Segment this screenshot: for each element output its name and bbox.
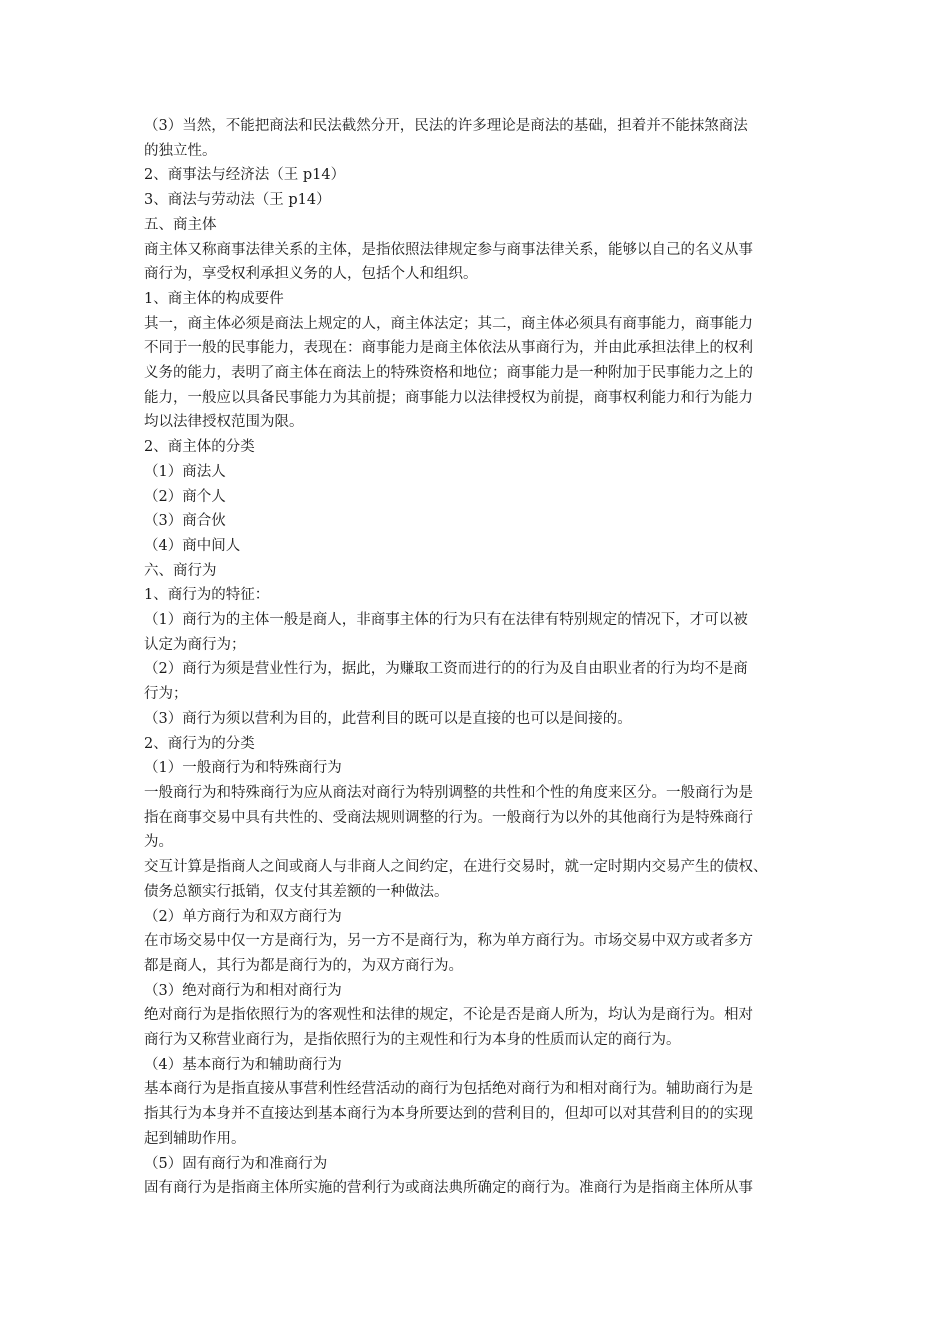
document-page	[144, 114, 808, 1201]
section-heading: 五、商主体	[144, 216, 217, 233]
text-line: （3）当然，不能把商法和民法截然分开，民法的许多理论是商法的基础，担着并不能抹煞商法	[144, 118, 748, 134]
subheading: 2、商行为的分类	[144, 735, 255, 752]
text-line: 的独立性。	[144, 142, 217, 159]
list-item: （3）商合伙	[144, 513, 226, 530]
text-line: 指其行为本身并不直接达到基本商行为本身所要达到的营利目的，但却可以对其营利目的的实现	[144, 1106, 753, 1123]
section-heading: 六、商行为	[144, 562, 217, 579]
subheading: 2、商事法与经济法（王 p14）	[144, 167, 346, 184]
text-line: 能力，一般应以具备民事能力为其前提；商事能力以法律授权为前提，商事权利能力和行为能力	[144, 389, 753, 406]
text-line: 固有商行为是指商主体所实施的营利行为或商法典所确定的商行为。准商行为是指商主体所从事	[144, 1180, 753, 1197]
subheading: 1、商主体的构成要件	[144, 290, 284, 307]
text-line: 一般商行为和特殊商行为应从商法对商行为特别调整的共性和个性的角度来区分。一般商行为是	[144, 784, 753, 801]
text-line: 义务的能力，表明了商主体在商法上的特殊资格和地位；商事能力是一种附加于民事能力之上的	[144, 365, 753, 382]
text-line: 为。	[144, 834, 173, 851]
text-line: 商主体又称商事法律关系的主体，是指依照法律规定参与商事法律关系，能够以自己的名义从事	[144, 241, 753, 258]
text-line: 行为；	[144, 686, 188, 703]
text-line: 基本商行为是指直接从事营利性经营活动的商行为包括绝对商行为和相对商行为。辅助商行为是	[144, 1081, 753, 1098]
text-line: 交互计算是指商人之间或商人与非商人之间约定，在进行交易时，就一定时期内交易产生的债权、	[144, 859, 768, 876]
text-line: 债务总额实行抵销，仅支付其差额的一种做法。	[144, 883, 449, 900]
list-item: （1）一般商行为和特殊商行为	[144, 760, 342, 777]
list-item: （3）绝对商行为和相对商行为	[144, 982, 342, 999]
text-line: （2）商行为须是营业性行为，据此，为赚取工资而进行的的行为及自由职业者的行为均不是商	[144, 661, 748, 678]
text-line: 不同于一般的民事能力，表现在：商事能力是商主体依法从事商行为，并由此承担法律上的权利	[144, 340, 753, 357]
text-line: 在市场交易中仅一方是商行为，另一方不是商行为，称为单方商行为。市场交易中双方或者多方	[144, 933, 753, 950]
text-line: 均以法律授权范围为限。	[144, 414, 304, 431]
list-item: （2）单方商行为和双方商行为	[144, 908, 342, 925]
text-line: 商行为，享受权利承担义务的人，包括个人和组织。	[144, 266, 478, 283]
list-item: （2）商个人	[144, 488, 226, 505]
list-item: （4）基本商行为和辅助商行为	[144, 1056, 342, 1073]
list-item: （4）商中间人	[144, 537, 241, 554]
text-line: 绝对商行为是指依照行为的客观性和法律的规定，不论是否是商人所为，均认为是商行为。相对	[144, 1007, 753, 1024]
text-line: 起到辅助作用。	[144, 1130, 246, 1147]
text-line: 其一，商主体必须是商法上规定的人，商主体法定；其二，商主体必须具有商事能力，商事能力	[144, 315, 753, 332]
text-line: 都是商人，其行为都是商行为的，为双方商行为。	[144, 957, 463, 974]
subheading: 3、商法与劳动法（王 p14）	[144, 192, 331, 209]
list-item: （1）商法人	[144, 463, 226, 480]
text-line: 认定为商行为；	[144, 636, 246, 653]
text-line: 商行为又称营业商行为，是指依照行为的主观性和行为本身的性质而认定的商行为。	[144, 1032, 681, 1049]
subheading: 1、商行为的特征：	[144, 587, 270, 604]
text-line: （3）商行为须以营利为目的，此营利目的既可以是直接的也可以是间接的。	[144, 710, 632, 727]
text-line: 指在商事交易中具有共性的、受商法规则调整的行为。一般商行为以外的其他商行为是特殊商行	[144, 809, 753, 826]
list-item: （5）固有商行为和准商行为	[144, 1155, 328, 1172]
text-line: （1）商行为的主体一般是商人，非商事主体的行为只有在法律有特别规定的情况下，才可以被	[144, 612, 748, 629]
subheading: 2、商主体的分类	[144, 439, 255, 456]
